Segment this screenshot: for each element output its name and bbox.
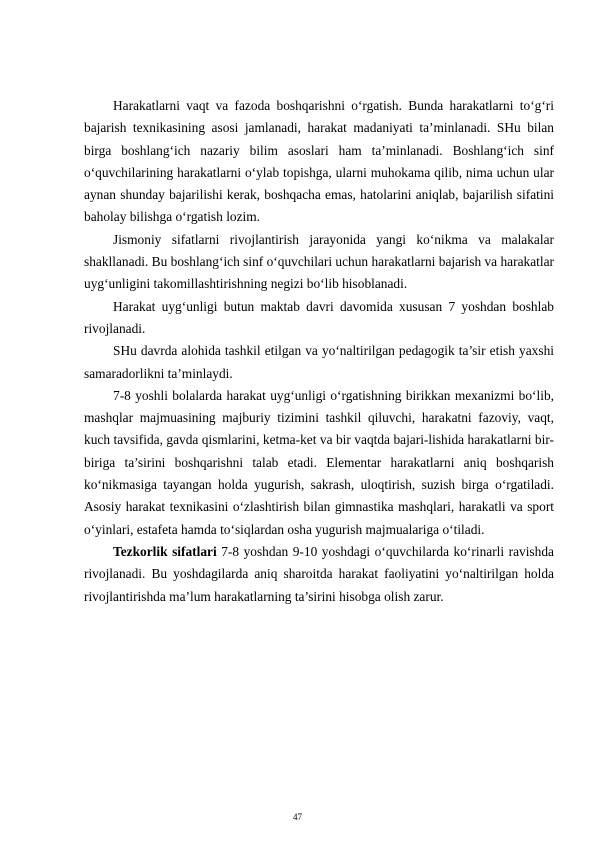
paragraph-6-text: 7-8 yoshdan 9-10 yoshdagi o‘quvchilarda ko‘rinarli ravishda rivojlanadi. Bu yoshdagilarda aniq sharoitda harakat faoliyatini yo‘naltirilgan holda rivojlantirishda ma’lum harakatlarning ta’sirini hisobga olish zarur.	[84, 543, 554, 604]
paragraph-5: 7-8 yoshli bolalarda harakat uyg‘unligi o‘rgatishning birikkan mexanizmi bo‘lib, mashqlar majmuasining majburiy tizimini tashkil qiluvchi, harakatni fazoviy, vaqt, kuch tavsifida, gavda qismlarini, ketma-ket va bir vaqtda bajari-lishida harakatlarni bir-biriga ta’sirini boshqarishni talab etadi. Elementar harakatlarni aniq boshqarish ko‘nikmasiga tayangan holda yugurish, sakrash, uloqtirish, suzish birga o‘rgatiladi. Asosiy harakat texnikasini o‘zlashtirish bilan gimnastika mashqlari, harakatli va sport o‘yinlari, estafeta hamda to‘siqlardan osha yugurish majmualariga o‘tiladi.	[84, 387, 554, 537]
paragraph-6-lead: Tezkorlik sifatlari	[113, 543, 217, 559]
paragraph-1: Harakatlarni vaqt va fazoda boshqarishni o‘rgatish. Bunda harakatlarni to‘g‘ri bajarish texnikasining asosi jamlanadi, harakat madaniyati ta’minlanadi. SHu bilan birga boshlang‘ich nazariy bilim asoslari ham ta’minlanadi. Boshlang‘ich sinf o‘quvchilarining harakatlarni o‘ylab topishga, ularni muhokama qilib, nima uchun ular aynan shunday bajarilishi kerak, boshqacha emas, hatolarini aniqlab, bajarilish sifatini baholay bilishga o‘rgatish lozim.	[84, 98, 554, 225]
paragraph-6	[84, 541, 554, 608]
paragraph-3: Harakat uyg‘unligi butun maktab davri davomida xususan 7 yoshdan boshlab rivojlanadi.	[84, 298, 554, 336]
page-number: 47	[293, 812, 302, 822]
paragraph-2: Jismoniy sifatlarni rivojlantirish jarayonida yangi ko‘nikma va malakalar shakllanadi. Bu boshlang‘ich sinf o‘quvchilari uchun harakatlarni bajarish va harakatlar uyg‘unligini takomillashtirishning negizi bo‘lib hisoblanadi.	[84, 231, 554, 292]
body-text	[84, 95, 554, 608]
paragraph-4: SHu davrda alohida tashkil etilgan va yo‘naltirilgan pedagogik ta’sir etish yaxshi samaradorlikni ta’minlaydi.	[84, 343, 554, 381]
